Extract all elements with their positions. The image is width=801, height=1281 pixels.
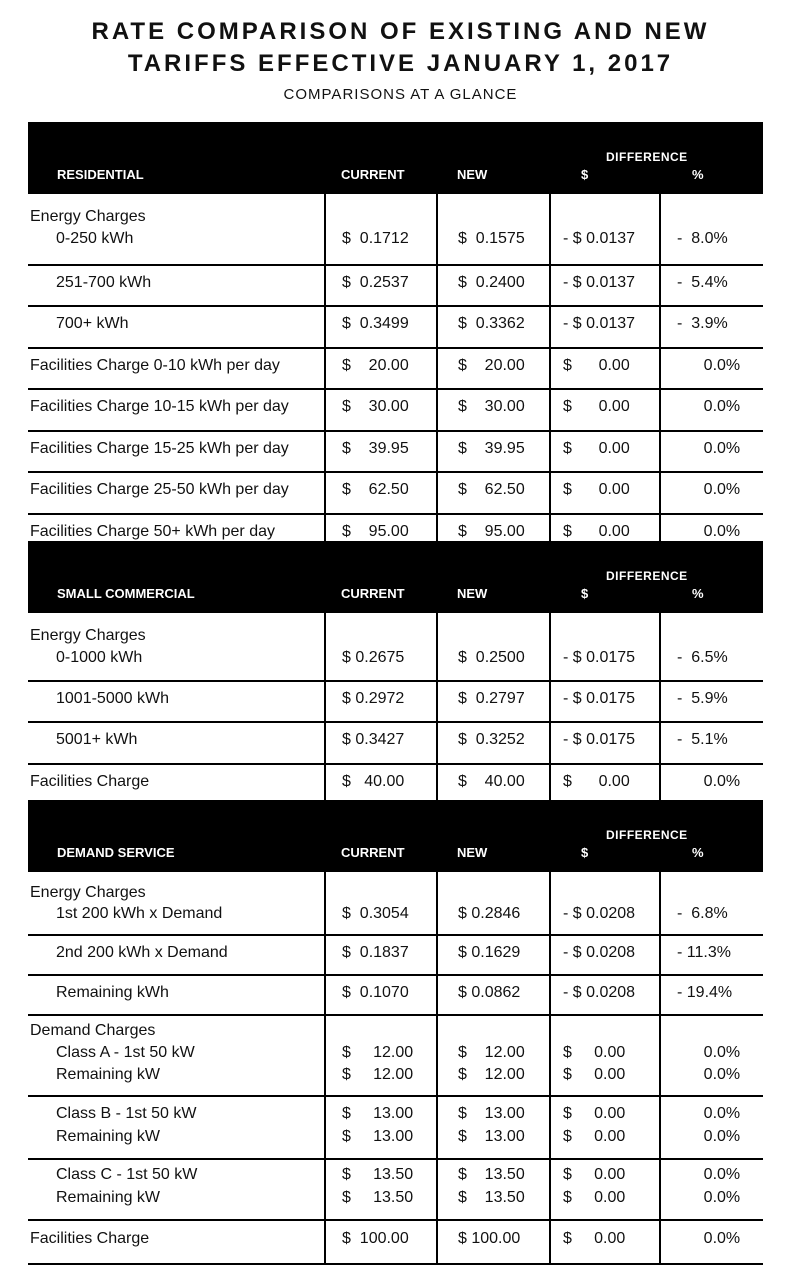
row-label: [28, 390, 324, 430]
cell-new: [436, 976, 551, 1014]
cell-diff: [549, 194, 661, 264]
label-line: 2nd 200 kWh x Demand: [56, 944, 228, 961]
new-value: $ 100.00: [458, 1230, 521, 1247]
new-value: $ 0.2846: [458, 905, 521, 922]
current-value: $ 12.00: [342, 1044, 414, 1061]
diff-value: $ 0.00: [563, 1044, 626, 1061]
diff-value: $ 0.00: [563, 773, 630, 790]
label-line: 5001+ kWh: [56, 731, 138, 748]
label-line: Energy Charges: [30, 884, 146, 901]
label-line: Facilities Charge 10-15 kWh per day: [30, 398, 289, 415]
label-line: 251-700 kWh: [56, 274, 152, 291]
new-value: $ 13.00: [458, 1128, 525, 1145]
new-value: $ 13.50: [458, 1189, 525, 1206]
table-row: [28, 473, 763, 515]
new-value: $ 0.0862: [458, 984, 521, 1001]
cell-pct: [659, 765, 765, 805]
pct-value: - 6.8%: [677, 905, 728, 922]
diff-value: $ 0.00: [563, 440, 630, 457]
cell-diff: [549, 390, 661, 430]
pct-value: - 5.1%: [677, 731, 728, 748]
table-row: [28, 432, 763, 473]
diff-value: $ 0.00: [563, 357, 630, 374]
column-difference: DIFFERENCE: [606, 828, 688, 842]
table-row: [28, 682, 763, 723]
row-label: [28, 432, 324, 471]
row-label: [28, 307, 324, 347]
diff-value: $ 0.00: [563, 523, 630, 540]
label-line: Facilities Charge 50+ kWh per day: [30, 523, 275, 540]
cell-pct: [659, 936, 765, 974]
new-value: $ 0.2500: [458, 649, 525, 666]
label-line: Facilities Charge 15-25 kWh per day: [30, 440, 289, 457]
cell-current: [324, 976, 438, 1014]
table-row: [28, 266, 763, 307]
diff-value: - $ 0.0175: [563, 690, 636, 707]
new-value: $ 40.00: [458, 773, 525, 790]
new-value: $ 12.00: [458, 1066, 525, 1083]
diff-value: - $ 0.0175: [563, 649, 636, 666]
current-value: $ 13.00: [342, 1105, 414, 1122]
label-line: Demand Charges: [30, 1022, 156, 1039]
table-row: [28, 1221, 763, 1265]
row-label: [28, 723, 324, 763]
table-row: [28, 390, 763, 432]
cell-new: [436, 390, 551, 430]
current-value: $ 0.1070: [342, 984, 409, 1001]
cell-new: [436, 1221, 551, 1263]
pct-value: - 5.4%: [677, 274, 728, 291]
current-value: $ 39.95: [342, 440, 409, 457]
diff-value: $ 0.00: [563, 1128, 626, 1145]
pct-value: - 5.9%: [677, 690, 728, 707]
label-line: Remaining kW: [56, 1066, 161, 1083]
cell-new: [436, 266, 551, 305]
column-dollar: $: [581, 845, 589, 860]
cell-current: [324, 1221, 438, 1263]
column-difference: DIFFERENCE: [606, 569, 688, 583]
table-row: [28, 723, 763, 765]
pct-value: - 11.3%: [677, 944, 731, 961]
current-value: $ 40.00: [342, 773, 405, 790]
row-label: [28, 473, 324, 513]
table-row: [28, 976, 763, 1016]
current-value: $ 13.50: [342, 1189, 414, 1206]
new-value: $ 0.1575: [458, 230, 525, 247]
label-line: Class A - 1st 50 kW: [56, 1044, 195, 1061]
cell-current: [324, 613, 438, 680]
cell-current: [324, 936, 438, 974]
label-line: Facilities Charge 0-10 kWh per day: [30, 357, 280, 374]
cell-diff: [549, 872, 661, 934]
cell-pct: [659, 1160, 765, 1219]
column-percent: %: [692, 845, 704, 860]
row-label: [28, 1221, 324, 1263]
cell-new: [436, 1097, 551, 1158]
current-value: $ 95.00: [342, 523, 409, 540]
diff-value: - $ 0.0137: [563, 315, 636, 332]
row-label: [28, 349, 324, 388]
cell-pct: [659, 1097, 765, 1158]
cell-pct: [659, 1221, 765, 1263]
pct-value: - 8.0%: [677, 230, 728, 247]
label-line: Energy Charges: [30, 627, 146, 644]
cell-pct: [659, 976, 765, 1014]
current-value: $ 0.1837: [342, 944, 409, 961]
cell-new: [436, 1160, 551, 1219]
cell-pct: [659, 349, 765, 388]
cell-pct: [659, 872, 765, 934]
label-line: Remaining kWh: [56, 984, 169, 1001]
cell-pct: [659, 1016, 765, 1095]
pct-value: - 6.5%: [677, 649, 728, 666]
pct-value: 0.0%: [677, 1105, 741, 1122]
label-line: 0-250 kWh: [56, 230, 134, 247]
table-row: [28, 1160, 763, 1221]
cell-diff: [549, 473, 661, 513]
page-title: RATE COMPARISON OF EXISTING AND NEW: [91, 18, 710, 45]
new-value: $ 0.2797: [458, 690, 525, 707]
cell-pct: [659, 266, 765, 305]
current-value: $ 0.2675: [342, 649, 405, 666]
row-label: [28, 266, 324, 305]
cell-current: [324, 307, 438, 347]
table-row: [28, 307, 763, 349]
cell-new: [436, 765, 551, 805]
new-value: $ 0.3362: [458, 315, 525, 332]
label-line: Class C - 1st 50 kW: [56, 1166, 198, 1183]
cell-pct: [659, 723, 765, 763]
row-label: [28, 976, 324, 1014]
current-value: $ 62.50: [342, 481, 409, 498]
column-new: NEW: [457, 845, 488, 860]
cell-diff: [549, 723, 661, 763]
label-line: 700+ kWh: [56, 315, 129, 332]
row-label: [28, 682, 324, 721]
label-line: Remaining kW: [56, 1189, 161, 1206]
cell-diff: [549, 349, 661, 388]
current-value: $ 0.1712: [342, 230, 409, 247]
diff-value: $ 0.00: [563, 481, 630, 498]
current-value: $ 0.3499: [342, 315, 409, 332]
cell-diff: [549, 1097, 661, 1158]
diff-value: - $ 0.0137: [563, 230, 636, 247]
row-label: [28, 936, 324, 974]
diff-value: $ 0.00: [563, 1166, 626, 1183]
row-label: [28, 765, 324, 805]
label-line: Facilities Charge: [30, 773, 150, 790]
diff-value: $ 0.00: [563, 1105, 626, 1122]
cell-current: [324, 349, 438, 388]
pct-value: 0.0%: [677, 1166, 741, 1183]
cell-new: [436, 432, 551, 471]
cell-diff: [549, 936, 661, 974]
pct-value: 0.0%: [677, 1189, 741, 1206]
cell-diff: [549, 765, 661, 805]
cell-pct: [659, 307, 765, 347]
cell-diff: [549, 976, 661, 1014]
diff-value: $ 0.00: [563, 1066, 626, 1083]
cell-current: [324, 1160, 438, 1219]
column-current: CURRENT: [341, 586, 405, 601]
diff-value: $ 0.00: [563, 1189, 626, 1206]
cell-new: [436, 613, 551, 680]
cell-diff: [549, 432, 661, 471]
diff-value: - $ 0.0208: [563, 984, 636, 1001]
diff-value: - $ 0.0208: [563, 905, 636, 922]
new-value: $ 20.00: [458, 357, 525, 374]
current-value: $ 13.50: [342, 1166, 414, 1183]
cell-pct: [659, 682, 765, 721]
diff-value: - $ 0.0208: [563, 944, 636, 961]
rate-table-residential: [28, 122, 763, 557]
column-current: CURRENT: [341, 845, 405, 860]
table-header: [28, 800, 763, 872]
column-current: CURRENT: [341, 167, 405, 182]
pct-value: 0.0%: [677, 773, 741, 790]
current-value: $ 30.00: [342, 398, 409, 415]
new-value: $ 0.3252: [458, 731, 525, 748]
cell-diff: [549, 307, 661, 347]
diff-value: $ 0.00: [563, 398, 630, 415]
cell-new: [436, 307, 551, 347]
pct-value: 0.0%: [677, 357, 741, 374]
cell-diff: [549, 613, 661, 680]
cell-new: [436, 473, 551, 513]
label-line: 1001-5000 kWh: [56, 690, 169, 707]
row-label: [28, 1160, 324, 1219]
table-row: [28, 936, 763, 976]
cell-current: [324, 432, 438, 471]
cell-new: [436, 872, 551, 934]
column-dollar: $: [581, 586, 589, 601]
pct-value: 0.0%: [677, 1128, 741, 1145]
cell-current: [324, 872, 438, 934]
pct-value: 0.0%: [677, 481, 741, 498]
new-value: $ 62.50: [458, 481, 525, 498]
new-value: $ 13.00: [458, 1105, 525, 1122]
cell-new: [436, 349, 551, 388]
pct-value: 0.0%: [677, 1230, 741, 1247]
row-label: [28, 194, 324, 264]
table-row: [28, 349, 763, 390]
new-value: $ 12.00: [458, 1044, 525, 1061]
column-new: NEW: [457, 586, 488, 601]
pct-value: 0.0%: [677, 440, 741, 457]
cell-diff: [549, 1221, 661, 1263]
page-subtitle: COMPARISONS AT A GLANCE: [283, 86, 518, 103]
current-value: $ 0.2972: [342, 690, 405, 707]
column-new: NEW: [457, 167, 488, 182]
diff-value: $ 0.00: [563, 1230, 626, 1247]
cell-pct: [659, 473, 765, 513]
section-heading: SMALL COMMERCIAL: [57, 586, 195, 601]
cell-pct: [659, 432, 765, 471]
table-header: [28, 541, 763, 613]
row-label: [28, 1016, 324, 1095]
label-line: Facilities Charge: [30, 1230, 150, 1247]
current-value: $ 0.3054: [342, 905, 409, 922]
diff-value: - $ 0.0175: [563, 731, 636, 748]
cell-pct: [659, 194, 765, 264]
cell-current: [324, 1097, 438, 1158]
cell-current: [324, 682, 438, 721]
cell-new: [436, 194, 551, 264]
section-heading: RESIDENTIAL: [57, 167, 144, 182]
new-value: $ 0.1629: [458, 944, 521, 961]
cell-current: [324, 765, 438, 805]
cell-current: [324, 390, 438, 430]
current-value: $ 100.00: [342, 1230, 409, 1247]
label-line: Facilities Charge 25-50 kWh per day: [30, 481, 289, 498]
row-label: [28, 613, 324, 680]
cell-diff: [549, 1160, 661, 1219]
current-value: $ 12.00: [342, 1066, 414, 1083]
pct-value: 0.0%: [677, 398, 741, 415]
current-value: $ 20.00: [342, 357, 409, 374]
table-row: [28, 194, 763, 266]
cell-diff: [549, 1016, 661, 1095]
current-value: $ 0.2537: [342, 274, 409, 291]
pct-value: 0.0%: [677, 523, 741, 540]
cell-current: [324, 266, 438, 305]
cell-pct: [659, 613, 765, 680]
cell-current: [324, 723, 438, 763]
label-line: 0-1000 kWh: [56, 649, 143, 666]
table-row: [28, 613, 763, 682]
cell-diff: [549, 266, 661, 305]
cell-new: [436, 1016, 551, 1095]
column-percent: %: [692, 586, 704, 601]
current-value: $ 13.00: [342, 1128, 414, 1145]
cell-pct: [659, 390, 765, 430]
new-value: $ 39.95: [458, 440, 525, 457]
page-title-line2: TARIFFS EFFECTIVE JANUARY 1, 2017: [127, 50, 674, 77]
new-value: $ 13.50: [458, 1166, 525, 1183]
cell-new: [436, 936, 551, 974]
cell-current: [324, 473, 438, 513]
column-dollar: $: [581, 167, 589, 182]
section-heading: DEMAND SERVICE: [57, 845, 175, 860]
new-value: $ 95.00: [458, 523, 525, 540]
label-line: Remaining kW: [56, 1128, 161, 1145]
diff-value: - $ 0.0137: [563, 274, 636, 291]
label-line: 1st 200 kWh x Demand: [56, 905, 223, 922]
row-label: [28, 872, 324, 934]
cell-new: [436, 723, 551, 763]
cell-diff: [549, 682, 661, 721]
label-line: Energy Charges: [30, 208, 146, 225]
pct-value: 0.0%: [677, 1044, 741, 1061]
column-percent: %: [692, 167, 704, 182]
pct-value: - 3.9%: [677, 315, 728, 332]
table-header: [28, 122, 763, 194]
table-row: [28, 1097, 763, 1160]
label-line: Class B - 1st 50 kW: [56, 1105, 197, 1122]
cell-current: [324, 1016, 438, 1095]
new-value: $ 0.2400: [458, 274, 525, 291]
table-row: [28, 1016, 763, 1097]
cell-current: [324, 194, 438, 264]
rate-table-small-commercial: [28, 541, 763, 807]
pct-value: 0.0%: [677, 1066, 741, 1083]
column-difference: DIFFERENCE: [606, 150, 688, 164]
cell-new: [436, 682, 551, 721]
current-value: $ 0.3427: [342, 731, 405, 748]
row-label: [28, 1097, 324, 1158]
table-row: [28, 872, 763, 936]
rate-table-demand-service: [28, 800, 763, 1265]
new-value: $ 30.00: [458, 398, 525, 415]
pct-value: - 19.4%: [677, 984, 733, 1001]
